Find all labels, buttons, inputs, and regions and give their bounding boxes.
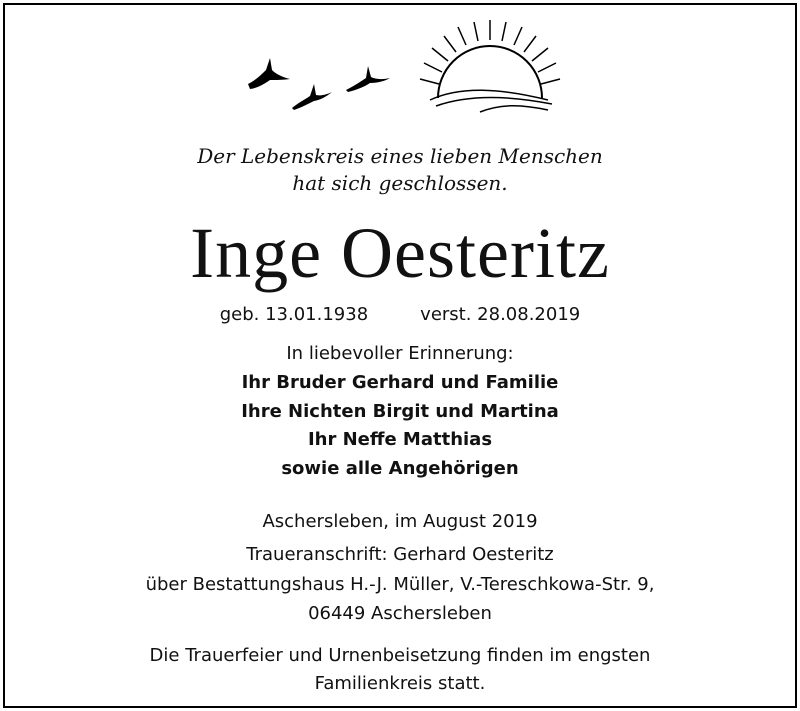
mourner-line: Ihr Neffe Matthias <box>307 429 493 450</box>
bird-icon <box>292 84 332 110</box>
birth-date: geb. 13.01.1938 <box>219 304 369 325</box>
address-line-3: 06449 Aschersleben <box>308 603 492 624</box>
death-date: verst. 28.08.2019 <box>420 304 581 325</box>
address-line-1: Traueranschrift: Gerhard Oesteritz <box>246 544 554 565</box>
address-line-2: über Bestattungshaus H.-J. Müller, V.-Tereschkowa-Str. 9, <box>145 574 655 595</box>
hills-icon <box>430 90 552 112</box>
memory-intro: In liebevoller Erinnerung: <box>286 343 514 364</box>
motto-line-1: Der Lebenskreis eines lieben Menschen <box>197 144 603 168</box>
place-date: Aschersleben, im August 2019 <box>262 511 538 532</box>
ceremony-notice-line-1: Die Trauerfeier und Urnenbeisetzung finden im engsten <box>149 645 651 666</box>
sun-icon <box>420 20 560 98</box>
bird-icon <box>346 66 390 92</box>
mourner-line: sowie alle Angehörigen <box>281 458 519 479</box>
deceased-name: Inge Oesteritz <box>190 213 610 293</box>
life-dates <box>0 304 800 325</box>
sunrise-birds-illustration <box>0 0 800 120</box>
motto-line-2: hat sich geschlossen. <box>292 171 508 195</box>
mourner-line: Ihre Nichten Birgit und Martina <box>241 401 559 422</box>
bird-icon <box>248 58 290 89</box>
ceremony-notice-line-2: Familienkreis statt. <box>314 673 486 694</box>
mourner-line: Ihr Bruder Gerhard und Familie <box>241 372 559 393</box>
